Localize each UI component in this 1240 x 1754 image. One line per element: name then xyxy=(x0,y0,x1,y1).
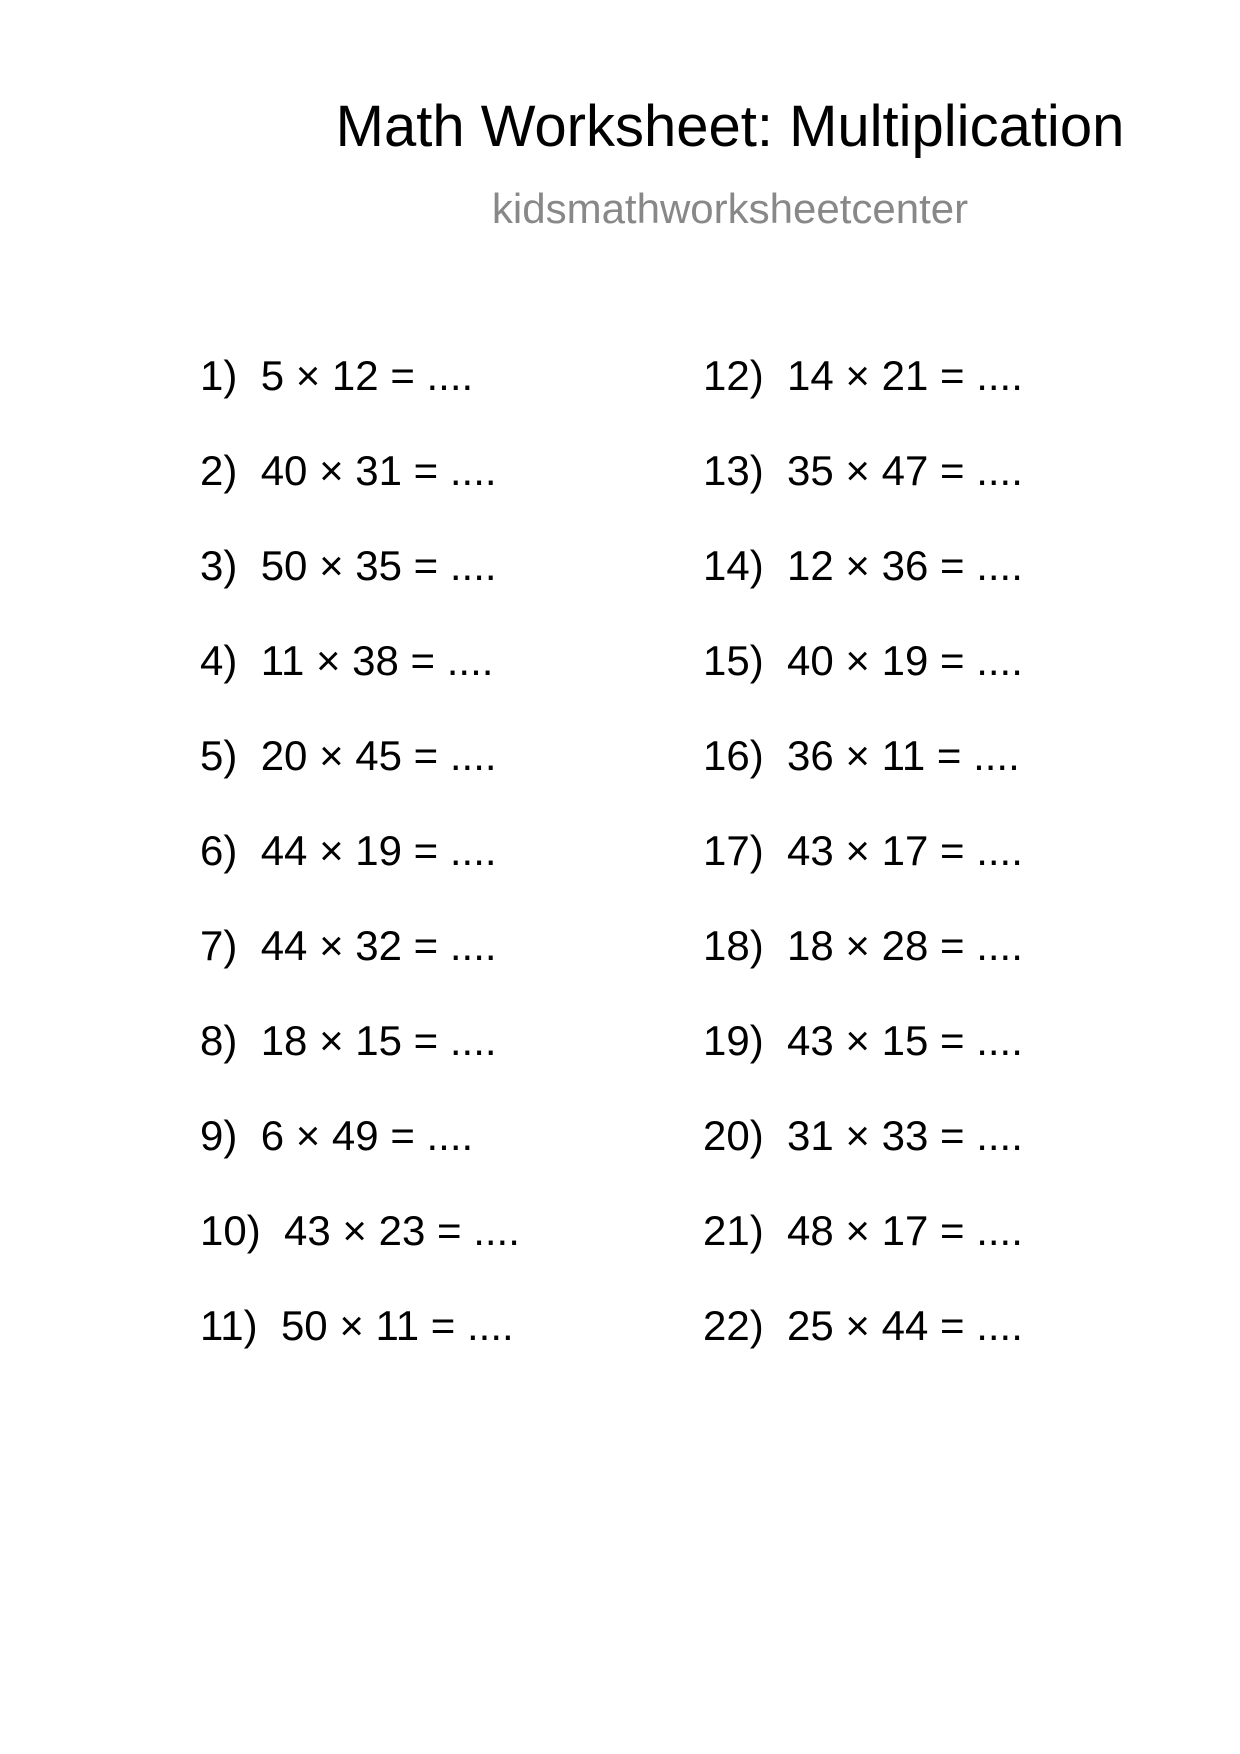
problem-item xyxy=(703,448,1023,543)
page-title: Math Worksheet: Multiplication xyxy=(335,94,1125,159)
problem-number: 2) xyxy=(200,447,238,494)
problem-number: 22) xyxy=(703,1302,764,1349)
problem-expression: 6 × 49 = .... xyxy=(260,1112,474,1159)
problem-expression: 18 × 28 = .... xyxy=(787,922,1023,969)
problem-number: 12) xyxy=(703,352,764,399)
problem-item xyxy=(703,923,1023,1018)
problem-number: 13) xyxy=(703,447,764,494)
problem-expression: 48 × 17 = .... xyxy=(787,1207,1023,1254)
problem-expression: 50 × 35 = .... xyxy=(260,542,497,589)
problem-item xyxy=(703,828,1023,923)
problem-number: 19) xyxy=(703,1017,764,1064)
problem-number: 16) xyxy=(703,732,764,779)
problem-number: 10) xyxy=(200,1207,261,1254)
problem-expression: 11 × 38 = .... xyxy=(260,637,494,684)
problem-number: 14) xyxy=(703,542,764,589)
problem-expression: 44 × 19 = .... xyxy=(260,827,497,874)
problem-expression: 35 × 47 = .... xyxy=(787,447,1023,494)
problem-column-left xyxy=(200,353,520,1398)
problem-expression: 43 × 17 = .... xyxy=(787,827,1023,874)
problem-expression: 12 × 36 = .... xyxy=(787,542,1023,589)
problem-item xyxy=(703,1018,1023,1113)
problem-column-right xyxy=(703,353,1023,1398)
problem-item xyxy=(703,353,1023,448)
problem-number: 21) xyxy=(703,1207,764,1254)
problem-item xyxy=(200,1303,520,1398)
problem-item xyxy=(703,1208,1023,1303)
problem-item xyxy=(200,353,520,448)
problem-number: 18) xyxy=(703,922,764,969)
problem-number: 7) xyxy=(200,922,238,969)
problem-expression: 50 × 11 = .... xyxy=(280,1302,514,1349)
problem-expression: 44 × 32 = .... xyxy=(260,922,497,969)
problem-item xyxy=(200,923,520,1018)
problem-number: 20) xyxy=(703,1112,764,1159)
problem-item xyxy=(200,1208,520,1303)
problem-item xyxy=(703,543,1023,638)
problem-item xyxy=(200,638,520,733)
problem-item xyxy=(200,1018,520,1113)
problem-expression: 20 × 45 = .... xyxy=(260,732,497,779)
problem-expression: 14 × 21 = .... xyxy=(787,352,1023,399)
problem-number: 8) xyxy=(200,1017,238,1064)
problem-expression: 5 × 12 = .... xyxy=(260,352,474,399)
problem-expression: 25 × 44 = .... xyxy=(787,1302,1023,1349)
problem-item xyxy=(200,543,520,638)
problem-item xyxy=(200,733,520,828)
worksheet-header xyxy=(320,94,1140,232)
problem-expression: 40 × 19 = .... xyxy=(787,637,1023,684)
problem-expression: 43 × 15 = .... xyxy=(787,1017,1023,1064)
problem-item xyxy=(703,733,1023,828)
problem-number: 11) xyxy=(200,1302,258,1349)
problem-number: 4) xyxy=(200,637,238,684)
problem-item xyxy=(703,1303,1023,1398)
problem-item xyxy=(200,1113,520,1208)
problem-item xyxy=(703,1113,1023,1208)
problem-number: 15) xyxy=(703,637,764,684)
problem-number: 17) xyxy=(703,827,764,874)
problem-item xyxy=(703,638,1023,733)
problem-number: 9) xyxy=(200,1112,238,1159)
problem-expression: 31 × 33 = .... xyxy=(787,1112,1023,1159)
problem-item xyxy=(200,448,520,543)
problem-item xyxy=(200,828,520,923)
problem-expression: 43 × 23 = .... xyxy=(284,1207,520,1254)
problem-expression: 36 × 11 = .... xyxy=(787,732,1020,779)
problem-number: 1) xyxy=(200,352,238,399)
problem-expression: 18 × 15 = .... xyxy=(260,1017,497,1064)
problem-number: 3) xyxy=(200,542,238,589)
problem-number: 5) xyxy=(200,732,238,779)
problem-number: 6) xyxy=(200,827,238,874)
problem-expression: 40 × 31 = .... xyxy=(260,447,497,494)
page-subtitle: kidsmathworksheetcenter xyxy=(491,185,969,232)
